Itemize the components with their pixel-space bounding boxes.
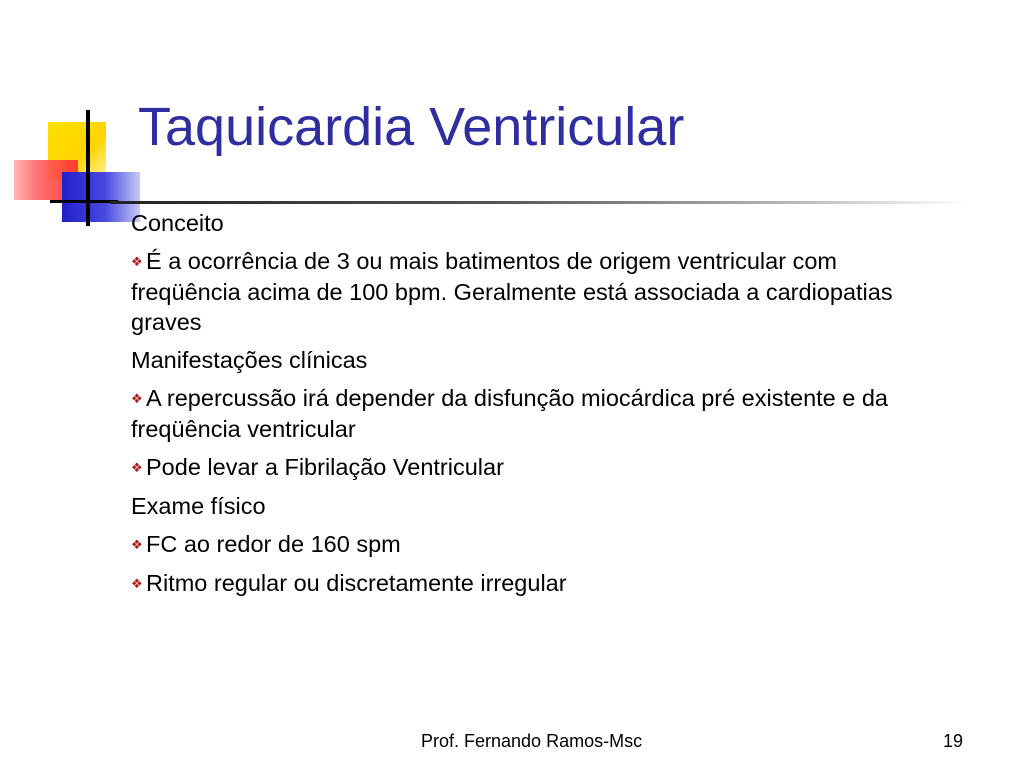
- diamond-bullet-icon: ❖: [131, 254, 143, 269]
- footer-author: Prof. Fernando Ramos-Msc: [421, 731, 643, 751]
- horizontal-line-shape: [50, 200, 118, 203]
- slide-body: [131, 208, 951, 607]
- bullet-item: [131, 529, 951, 560]
- bullet-text: Pode levar a Fibrilação Ventricular: [146, 454, 504, 480]
- slide-title: Taquicardia Ventricular: [138, 97, 685, 157]
- diamond-bullet-icon: ❖: [131, 576, 143, 591]
- title-underline: [110, 201, 970, 204]
- diamond-bullet-icon: ❖: [131, 537, 143, 552]
- bullet-text: Ritmo regular ou discretamente irregular: [146, 570, 567, 596]
- vertical-line-shape: [86, 110, 90, 226]
- bullet-item: [131, 568, 951, 599]
- bullet-item: [131, 452, 951, 483]
- diamond-bullet-icon: ❖: [131, 460, 143, 475]
- blue-rectangle-shape: [62, 172, 140, 222]
- page-number: 19: [943, 731, 964, 751]
- bullet-text: É a ocorrência de 3 ou mais batimentos de origem ventricular com freqüência acima de 100 bpm. Geralmente está associada a cardiopatias graves: [131, 248, 893, 335]
- bullet-text: A repercussão irá depender da disfunção miocárdica pré existente e da freqüência ventricular: [131, 385, 889, 442]
- bullet-item: [131, 383, 951, 444]
- bullet-item: [131, 246, 951, 337]
- decorative-logo-graphic: [0, 0, 160, 240]
- section-heading-conceito: Conceito: [131, 210, 224, 236]
- bullet-text: FC ao redor de 160 spm: [146, 531, 401, 557]
- diamond-bullet-icon: ❖: [131, 391, 143, 406]
- section-heading-exame-fisico: Exame físico: [131, 493, 266, 519]
- section-heading-manifestacoes: Manifestações clínicas: [131, 347, 368, 373]
